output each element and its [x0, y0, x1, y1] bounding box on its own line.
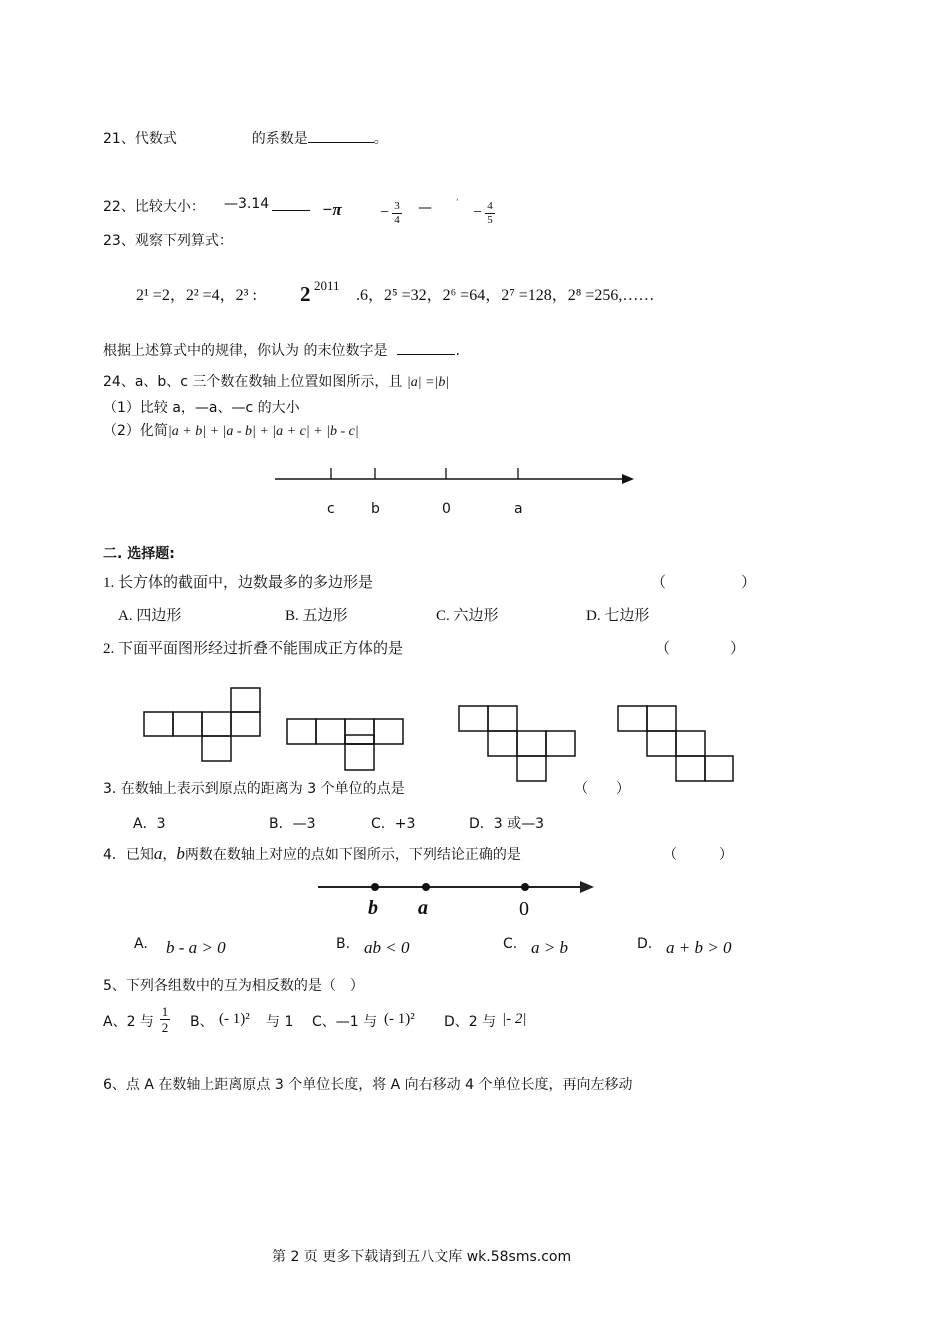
q22-val: —3.14 — [224, 196, 270, 212]
q22-neg-pi: −π — [322, 200, 342, 219]
mc2-stem: 2. 下面平面图形经过折叠不能围成正方体的是 — [103, 641, 404, 657]
mc4-stem-line: 4．已知a，b两数在数轴上对应的点如下图所示，下列结论正确的是 — [103, 844, 521, 863]
mc4-option-c: C. — [503, 936, 518, 952]
q23-ask: 根据上述算式中的规律，你认为 的末位数字是 — [103, 343, 388, 359]
section2-title: 二. 选择题: — [103, 546, 175, 562]
q23-powers-1: 2¹ =2，2² =4，2³ : — [136, 287, 257, 304]
mc4-option-d-expr: a + b > 0 — [666, 938, 732, 957]
mc4-option-d: D. — [637, 936, 653, 952]
q24-label-a: a — [514, 501, 523, 517]
mc4-label-0: 0 — [519, 898, 529, 920]
mc5-option-b-end: 与 1 — [266, 1014, 294, 1030]
mc5-option-d-expr: |- 2| — [502, 1011, 527, 1027]
mc4-var-a: a — [153, 844, 163, 863]
mc5-option-b-label: B、 — [190, 1014, 214, 1030]
mc2-paren: （ ） — [655, 641, 746, 657]
mc1-option-c: C. 六边形 — [436, 608, 499, 624]
q24-label-0: 0 — [442, 501, 451, 517]
q23-big-base: 2 — [300, 282, 311, 306]
q22-neg1: − — [380, 204, 390, 221]
q23-title: 23、观察下列算式： — [103, 233, 233, 249]
mc5-option-a: A、2 与 — [103, 1014, 154, 1030]
mc4-option-b-expr: ab < 0 — [364, 938, 410, 957]
mc6-stem: 6、点 A 在数轴上距离原点 3 个单位长度，将 A 向右移动 4 个单位长度，再向左移动 — [103, 1077, 633, 1093]
mc4-paren: （ ） — [663, 847, 733, 863]
q21-prefix: 21、代数式 — [103, 131, 177, 147]
mc5-option-b-expr: (- 1)² — [219, 1011, 250, 1027]
mc3-option-c: C．+3 — [371, 816, 416, 832]
mc4-stem-b: 两数在数轴上对应的点如下图所示，下列结论正确的是 — [184, 847, 521, 863]
q23-powers-2: .6，2⁵ =32，2⁶ =64，2⁷ =128，2⁸ =256,…… — [356, 287, 655, 304]
q24-cond: |a| =|b| — [406, 375, 450, 390]
mc3-option-b: B．—3 — [269, 816, 316, 832]
mc5-option-a-frac: $\frac{1}{2}$ — [161, 1004, 169, 1035]
q24-title: 24、a、b、c 三个数在数轴上位置如图所示，且 — [103, 374, 403, 390]
q21-suffix: 的系数是 — [251, 131, 308, 147]
mc4-point-0 — [521, 883, 529, 891]
mc5-option-d-label: D、2 与 — [444, 1014, 497, 1030]
q21-end: 。 — [373, 131, 388, 147]
q23-ask-end: . — [455, 343, 460, 359]
mc4-option-a-expr: b - a > 0 — [166, 938, 226, 957]
page-footer: 第 2 页 更多下载请到五八文库 wk.58sms.com — [272, 1249, 572, 1265]
q23-big-exp: 2011 — [314, 278, 340, 293]
mc1-paren: （ ） — [651, 575, 757, 591]
q24-part1: （1）比较 a，—a、—c 的大小 — [103, 400, 300, 416]
mc5-stem: 5、下列各组数中的互为相反数的是（ ） — [103, 978, 364, 994]
q24-label-c: c — [327, 501, 335, 517]
mc4-point-a — [422, 883, 430, 891]
q22-mark: ‘ — [456, 198, 459, 208]
mc1-stem: 1. 长方体的截面中，边数最多的多边形是 — [103, 575, 374, 591]
q24-part2-prefix: （2）化简 — [103, 423, 168, 439]
mc1-option-b: B. 五边形 — [285, 608, 348, 624]
mc4-option-a: A. — [134, 936, 148, 952]
mc4-point-b — [371, 883, 379, 891]
mc4-label-a: a — [418, 897, 428, 919]
q24-part2-expr: |a + b| + |a - b| + |a + c| + |b - c| — [167, 424, 359, 439]
q22-dash: — — [418, 200, 432, 216]
q22-neg2: − — [473, 204, 483, 221]
mc1-option-a: A. 四边形 — [118, 608, 182, 624]
mc3-option-a: A．3 — [133, 816, 166, 832]
q22-frac2: $\frac{4}{5}$ — [485, 200, 495, 227]
q22-frac1: $\frac{3}{4}$ — [392, 200, 402, 227]
mc4-stem-a: 4．已知 — [103, 847, 154, 863]
q24-label-b: b — [371, 501, 380, 517]
mc4-var-b: b — [176, 844, 185, 863]
mc4-option-c-expr: a > b — [531, 938, 568, 957]
mc3-paren: （ ） — [574, 781, 630, 797]
q22-prefix: 22、比较大小： — [103, 199, 205, 215]
mc4-label-b: b — [368, 897, 378, 919]
mc4-option-b: B. — [336, 936, 351, 952]
mc5-option-c-label: C、—1 与 — [312, 1014, 378, 1030]
mc1-option-d: D. 七边形 — [586, 608, 650, 624]
mc3-stem: 3. 在数轴上表示到原点的距离为 3 个单位的点是 — [103, 781, 405, 797]
mc5-option-c-expr: (- 1)² — [384, 1011, 415, 1027]
mc3-option-d: D．3 或—3 — [469, 816, 545, 832]
